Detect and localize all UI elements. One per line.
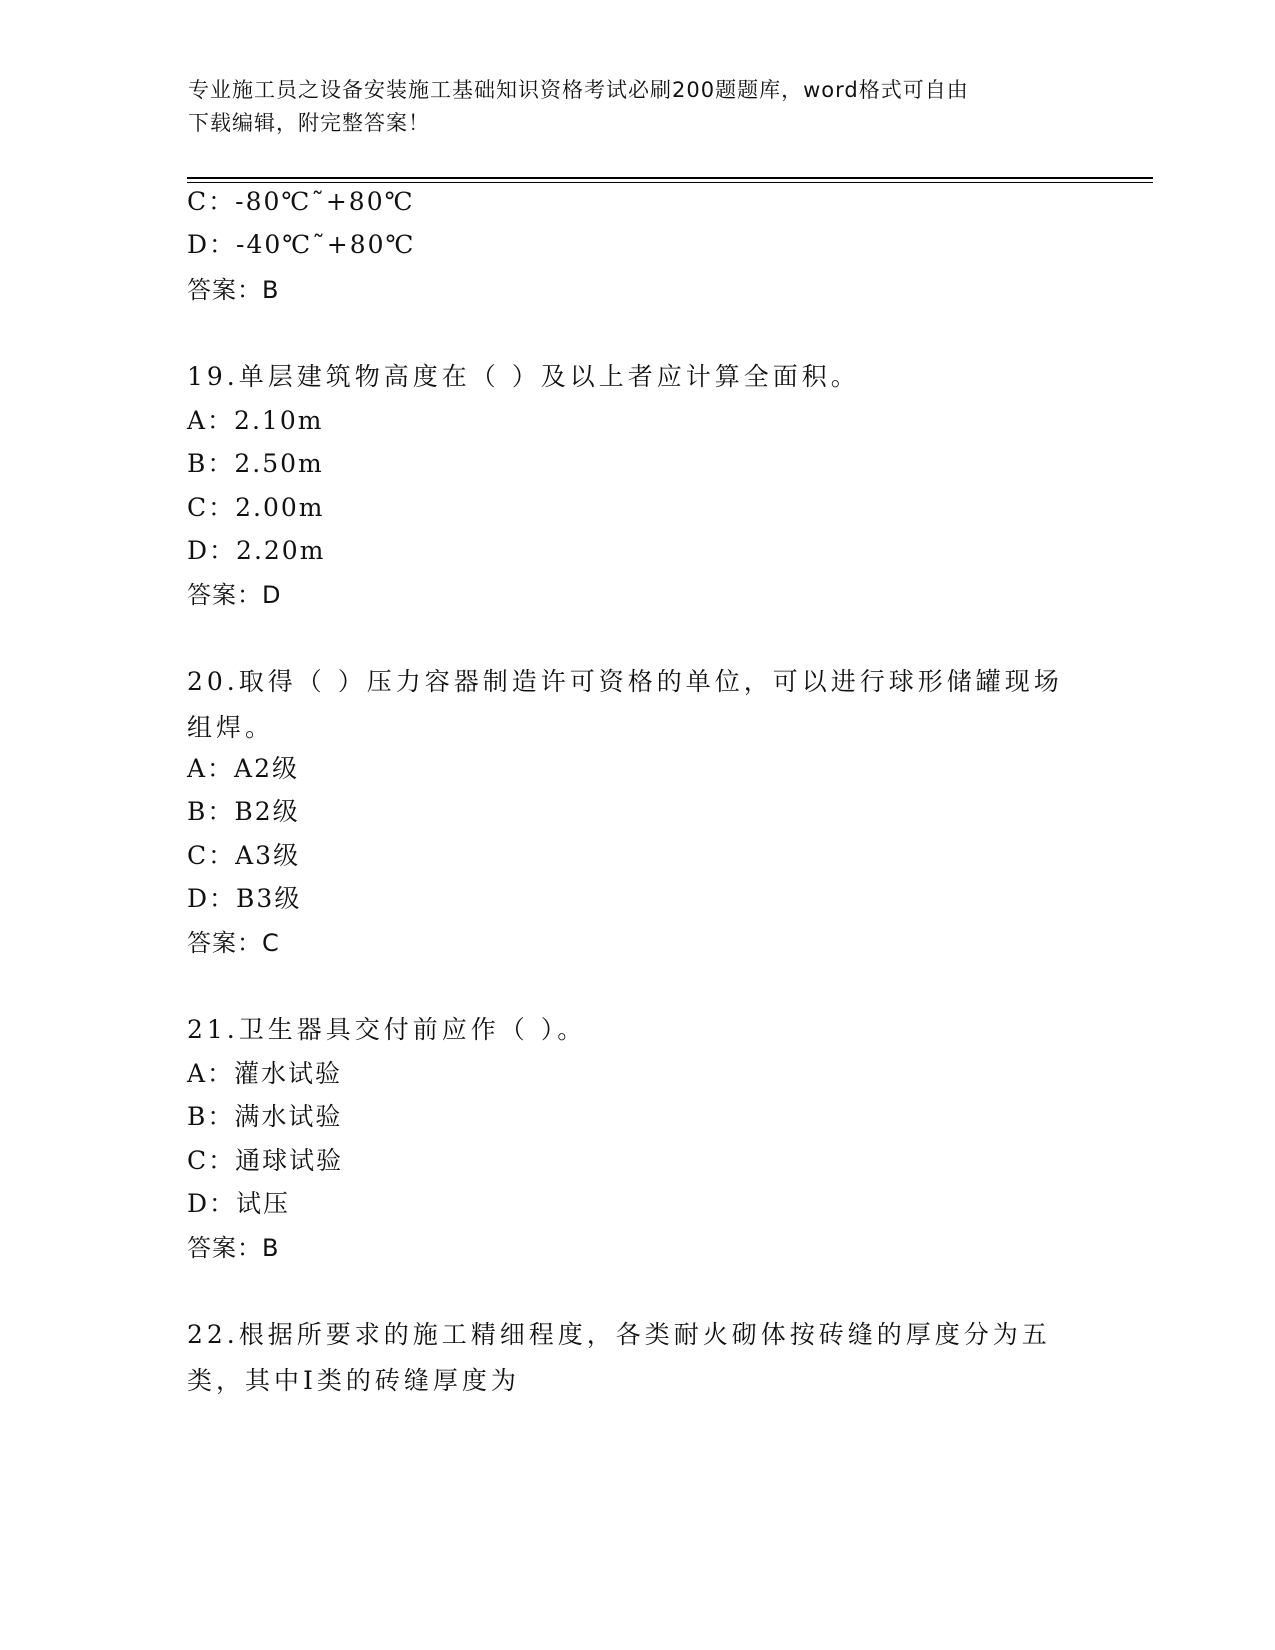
option-a: A：2.10m: [187, 406, 324, 435]
option-b: B：2.50m: [187, 449, 324, 478]
option-a: A：灌水试验: [187, 1059, 343, 1088]
header-divider-thin: [187, 182, 1153, 183]
header-divider: [187, 177, 1153, 179]
answer: 答案：B: [187, 1234, 280, 1262]
option-b: B：满水试验: [187, 1102, 343, 1131]
question-21: 21.卫生器具交付前应作（ ）。: [187, 1015, 587, 1044]
option-c: C：2.00m: [187, 493, 325, 522]
option-c: C：-80℃˜+80℃: [187, 187, 415, 216]
option-a: A：A2级: [187, 754, 300, 783]
answer: 答案：D: [187, 581, 282, 609]
option-d: D：-40℃˜+80℃: [187, 230, 416, 259]
answer: 答案：B: [187, 276, 280, 304]
question-22: 22.根据所要求的施工精细程度，各类耐火砌体按砖缝的厚度分为五类，其中Ⅰ类的砖缝厚度为: [187, 1320, 1051, 1395]
option-c: C：A3级: [187, 841, 301, 870]
option-d: D：2.20m: [187, 536, 326, 565]
option-b: B：B2级: [187, 797, 300, 826]
header-line-1: 专业施工员之设备安装施工基础知识资格考试必刷200题题库，word格式可自由: [188, 78, 969, 102]
option-d: D：B3级: [187, 884, 302, 913]
document-header: [188, 74, 1068, 140]
question-20: 20.取得（ ）压力容器制造许可资格的单位，可以进行球形储罐现场组焊。: [187, 667, 1063, 742]
answer: 答案：C: [187, 929, 280, 957]
header-line-2: 下载编辑，附完整答案！: [188, 111, 430, 135]
question-19: 19.单层建筑物高度在（ ）及以上者应计算全面积。: [187, 362, 860, 391]
option-c: C：通球试验: [187, 1146, 344, 1175]
option-d: D：试压: [187, 1189, 291, 1218]
